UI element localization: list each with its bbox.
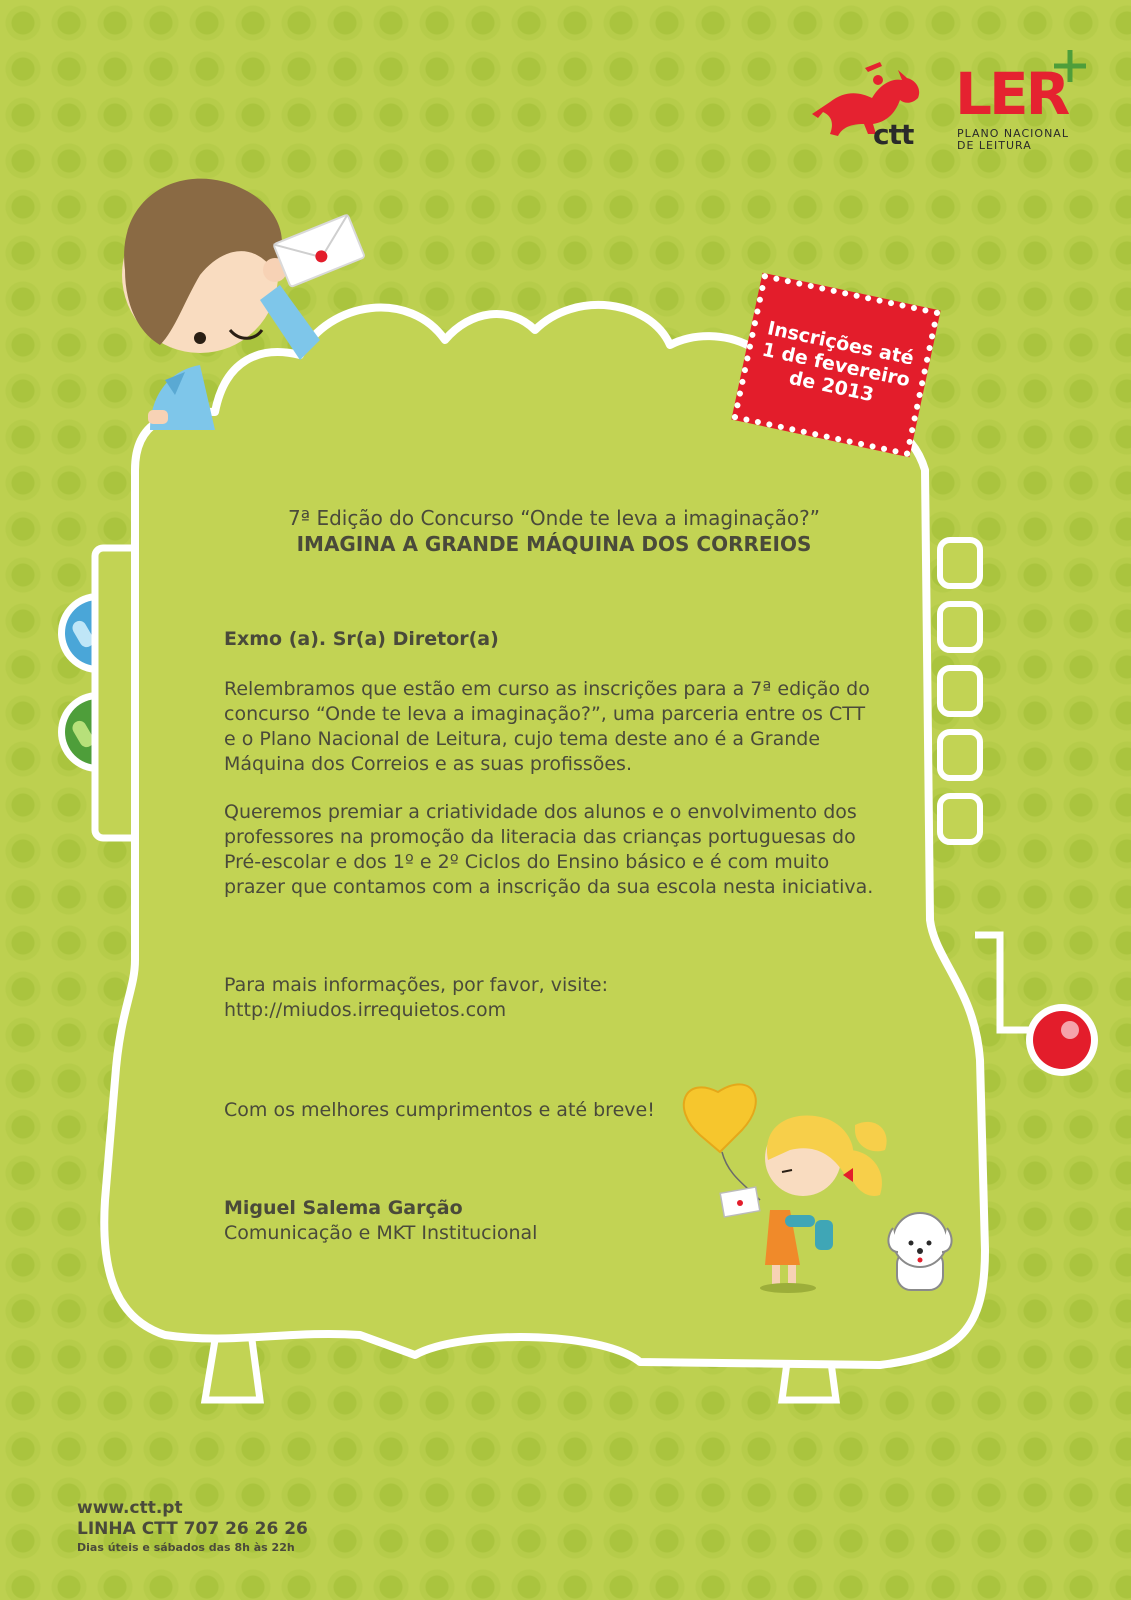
paragraph-awards: Queremos premiar a criatividade dos alunos e o envolvimento dos professores na promoção da literacia das crianças portuguesas do Pré-escolar e dos 1º e 2º Ciclos do Ensino básico e é com muito prazer que contamos com a inscrição da sua escola nesta iniciativa.	[224, 801, 874, 898]
right-side-bumps	[940, 540, 980, 842]
footer	[77, 1498, 308, 1555]
info-line: Para mais informações, por favor, visite:	[224, 974, 608, 996]
info-url-link[interactable]: http://miudos.irrequietos.com	[224, 999, 507, 1021]
footer-hours: Dias úteis e sábados das 8h às 22h	[77, 1541, 295, 1554]
paragraph-registration: Relembramos que estão em curso as inscrições para a 7ª edição do concurso “Onde te leva a imaginação?”, uma parceria entre os CTT e o Plano Nacional de Leitura, cujo tema deste ano é a Grande Máquina dos Correios e as suas profissões.	[224, 678, 870, 775]
ctt-logo-text: ctt	[873, 118, 914, 151]
signer-name: Miguel Salema Garção	[224, 1197, 463, 1219]
ler-logo-text: LER	[955, 60, 1068, 128]
dog-illustration	[888, 1213, 951, 1290]
theme-title: IMAGINA A GRANDE MÁQUINA DOS CORREIOS	[296, 532, 812, 556]
ler-logo-subtitle: PLANO NACIONAL DE LEITURA	[957, 127, 1069, 152]
closing-line: Com os melhores cumprimentos e até breve!	[224, 1099, 655, 1121]
deadline-stamp-text: Inscrições até 1 de fevereiro de 2013	[760, 317, 916, 407]
letter-heading	[224, 505, 884, 557]
edition-title: 7ª Edição do Concurso “Onde te leva a imaginação?”	[287, 506, 821, 530]
footer-phone-line: LINHA CTT 707 26 26 26	[77, 1519, 308, 1539]
footer-website-link[interactable]: www.ctt.pt	[77, 1498, 183, 1518]
signer-role: Comunicação e MKT Institucional	[224, 1222, 538, 1244]
info-block	[224, 973, 874, 1023]
crank-handle	[975, 935, 1098, 1076]
salutation: Exmo (a). Sr(a) Diretor(a)	[224, 628, 499, 650]
signature-block	[224, 1196, 537, 1246]
